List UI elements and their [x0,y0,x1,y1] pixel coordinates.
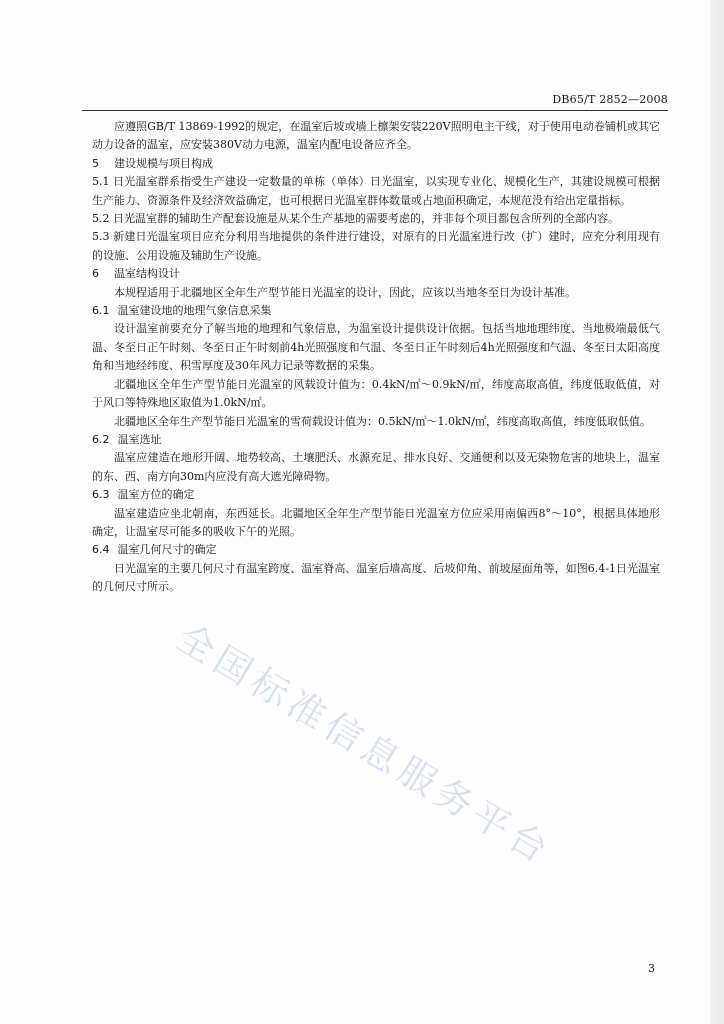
document-body [92,118,660,597]
subsection-6-3-heading [92,486,660,504]
subsection-number: 6.1 [92,304,110,318]
paragraph-site-selection: 温室应建造在地形开阔、地势较高、土壤肥沃、水源充足、排水良好、交通便利以及无染物危害的地块上，温室的东、西、南方向30m内应没有高大遮光障碍物。 [92,451,660,483]
section-number: 5 [92,156,99,170]
scan-edge-shadow [710,0,724,1024]
subsection-number: 6.4 [92,543,110,557]
section-number: 6 [92,267,99,281]
section-title: 建设规模与项目构成 [114,156,213,170]
subsection-title: 温室选址 [117,432,162,446]
paragraph-geo-info: 设计温室前要充分了解当地的地理和气象信息，为温室设计提供设计依据。包括当地地理纬度、当地极端最低气温、冬至日正午时刻、冬至日正午时刻前4h光照强度和气温、冬至日正午时刻后4h光照强度和气温、冬至日太阳高度角和当地经纬度、积雪厚度及30年风力记录等数据的采集。 [92,322,660,373]
subsection-title: 温室方位的确定 [117,488,195,502]
paragraph-wind-load: 北疆地区全年生产型节能日光温室的风载设计值为：0.4kN/㎡～0.9kN/㎡，纬度高取高值，纬度低取低值，对于风口等特殊地区取值为1.0kN/㎡。 [92,377,660,410]
clause-5-1: 5.1 日光温室群系指受生产建设一定数量的单栋（单体）日光温室，以实现专业化、规模化生产，其建设规模可根据生产能力、资源条件及经济效益确定，也可根据日光温室群体数量或占地面积确定，本规范没有给出定量指标。 [92,175,660,207]
paragraph-power-supply: 应遵照GB/T 13869-1992的规定，在温室后坡或墙上檩架安装220V照明电主干线，对于使用电动卷铺机或其它动力设备的温室，应安装380V动力电源，温室内配电设备应齐全。 [92,120,660,152]
paragraph-snow-load: 北疆地区全年生产型节能日光温室的雪荷载设计值为：0.5kN/㎡～1.0kN/㎡，纬度高取高值，纬度低取低值。 [114,414,651,428]
subsection-number: 6.3 [92,488,110,502]
subsection-6-2-heading [92,431,660,449]
subsection-title: 温室几何尺寸的确定 [117,543,217,557]
section-6-intro: 本规程适用于北疆地区全年生产型节能日光温室的设计，因此，应该以当地冬至日为设计基准。 [114,285,576,299]
paragraph-geometry: 日光温室的主要几何尺寸有温室跨度、温室脊高、温室后墙高度、后坡仰角、前坡屋面角等，如图6.4-1日光温室的几何尺寸所示。 [92,561,660,594]
standard-code: DB65/T 2852—2008 [552,93,668,106]
section-5-heading [92,155,660,173]
header-rule [82,110,668,111]
subsection-6-1-heading [92,302,660,320]
subsection-6-4-heading [92,541,660,559]
watermark-text: 全国标准信息服务平台 [169,615,560,875]
subsection-title: 温室建设地的地理气象信息采集 [117,304,272,318]
section-title: 温室结构设计 [114,267,180,281]
clause-5-2: 5.2 日光温室群的辅助生产配套设施是从某个生产基地的需要考虑的，并非每个项目都包含所列的全部内容。 [92,212,619,226]
paragraph-orientation: 温室建造应坐北朝南，东西延长。北疆地区全年生产型节能日光温室方位应采用南偏西8°～10°，根据具体地形确定，让温室尽可能多的吸收下午的光照。 [92,506,660,538]
clause-5-3: 5.3 新建日光温室项目应充分利用当地提供的条件进行建设，对原有的日光温室进行改（扩）建时，应充分利用现有的设施、公用设施及辅助生产设施。 [92,230,660,262]
section-6-heading [92,265,660,283]
subsection-number: 6.2 [92,432,110,446]
page-number: 3 [648,962,655,975]
